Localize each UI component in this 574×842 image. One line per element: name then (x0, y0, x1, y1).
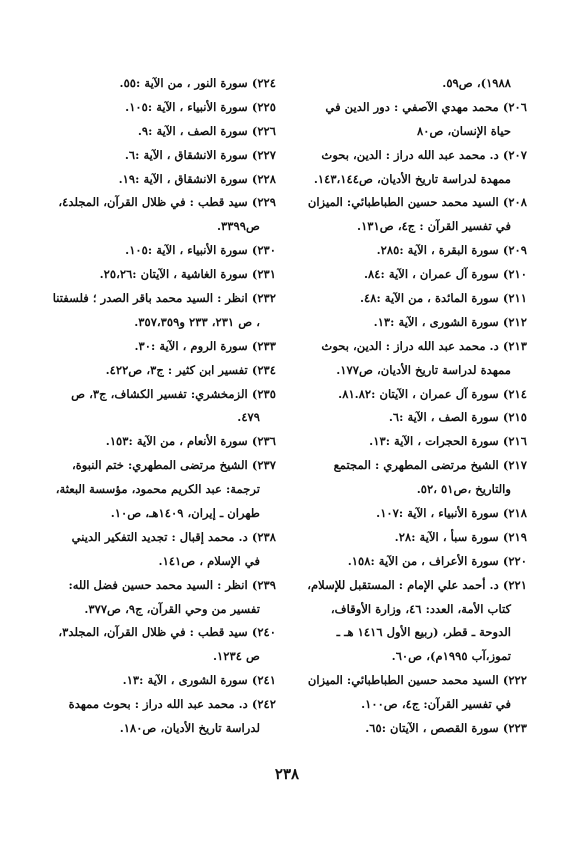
footnote-text: د. محمد عبد الله دراز : الدين، بحوث (321, 338, 499, 353)
footnote-text: في تفسير القرآن : ج٤، ص١٣١. (357, 219, 511, 234)
footnote-text: والتاريخ ،ص٥١ ،٥٢. (416, 482, 511, 497)
footnote-number: ٢٣٠) (251, 243, 276, 258)
footnote-number: ٢٢٨) (251, 171, 276, 186)
footnote-number: ٢١٢) (502, 314, 527, 329)
footnote-text: حياة الإنسان، ص٨٠ (416, 123, 511, 138)
footnote-entry (293, 526, 527, 550)
footnote-text: د. أحمد علي الإمام : المستقبل للإسلام، (307, 577, 499, 592)
footnote-continuation (62, 406, 276, 430)
footnote-text: سورة الأنبياء ، الآية :١٠٧. (376, 506, 499, 521)
footnote-entry (62, 96, 276, 120)
footnote-text: سورة الغاشية ، الآيتان :٢٥،٢٦. (99, 267, 248, 282)
footnote-text: سورة الأنعام ، من الآية :١٥٣. (105, 434, 248, 449)
footnote-entry (62, 574, 276, 598)
footnote-text: سيد قطب : في ظلال القرآن، المجلد٤، (58, 195, 248, 210)
footnote-text: السيد محمد حسين الطباطبائي: الميزان (307, 673, 499, 688)
footnote-number: ٢٣٢) (251, 291, 276, 306)
footnote-continuation (62, 215, 276, 239)
footnote-text: سورة الأنبياء ، الآية :١٠٥. (125, 99, 248, 114)
footnote-text: انظر : السيد محمد حسين فضل الله: (68, 577, 248, 592)
footnote-number: ٢٣٣) (251, 338, 276, 353)
footnotes-right-column (293, 72, 527, 741)
footnote-text: د. محمد إقبال : تجديد التفكير الديني (71, 529, 248, 544)
footnote-entry (62, 430, 276, 454)
footnote-text: الشيخ مرتضى المطهري : المجتمع (333, 458, 499, 473)
footnote-number: ٢٣٥) (251, 386, 276, 401)
footnote-number: ٢٢٦) (251, 123, 276, 138)
footnote-number: ٢٣٧) (251, 458, 276, 473)
footnote-entry (62, 120, 276, 144)
footnote-text: سورة الصف ، الآية :٩. (137, 123, 248, 138)
footnote-number: ٢٣٦) (251, 434, 276, 449)
footnote-text: سورة الأعراف ، من الآية :١٥٨. (347, 553, 499, 568)
footnote-entry (52, 287, 276, 311)
footnote-number: ٢٤٢) (251, 697, 276, 712)
footnote-continuation (293, 645, 527, 669)
footnote-entry (293, 454, 527, 478)
footnote-text: الدوحة ـ قطر، (ربيع الأول ١٤١٦ هـ ـ (336, 625, 511, 640)
footnote-text: سورة القصص ، الآيتان :٦٥. (365, 721, 499, 736)
footnote-entry (293, 430, 527, 454)
footnote-continuation (293, 168, 527, 192)
footnote-text: محمد مهدي الآصفي : دور الدين في (325, 99, 499, 114)
footnote-number: ٢٢٤) (251, 76, 276, 90)
footnote-number: ٢٢٠) (502, 553, 527, 568)
footnote-number: ٢٣١) (251, 267, 276, 282)
page-number: ٢٣٨ (274, 765, 300, 783)
footnote-entry (62, 693, 276, 717)
footnote-text: ص٣٣٩٩. (217, 219, 260, 234)
footnote-text: سورة المائدة ، من الآية :٤٨. (359, 291, 499, 306)
footnote-text: ترجمة: عبد الكريم محمود، مؤسسة البعثة، (55, 482, 260, 497)
footnote-entry (62, 359, 276, 383)
footnote-entry (62, 383, 276, 407)
footnotes-left-column (52, 72, 276, 741)
footnote-number: ٢١٧) (502, 458, 527, 473)
footnote-text: سورة الانشقاق ، الآية :٦. (124, 147, 248, 162)
footnote-continuation (293, 215, 527, 239)
footnote-entry (293, 287, 527, 311)
footnote-number: ٢٤٠) (251, 625, 276, 640)
footnote-number: ٢٤١) (251, 673, 276, 688)
footnote-text: ممهدة لدراسة تاريخ الأديان، ص١٧٧. (336, 362, 511, 377)
footnote-entry (62, 168, 276, 192)
footnote-text: سورة الأنبياء ، الآية :١٠٥. (125, 243, 248, 258)
footnote-continuation (62, 645, 276, 669)
footnote-text: ممهدة لدراسة تاريخ الأديان، ص١٤٣،١٤٤. (313, 171, 511, 186)
footnote-text: السيد محمد حسين الطباطبائي: الميزان (307, 195, 499, 210)
footnote-text: تفسير ابن كثير : ج٣، ص٤٢٢. (105, 362, 248, 377)
footnote-text: ١٩٨٨)، ص٥٩. (442, 76, 511, 90)
footnote-continuation (293, 72, 527, 96)
footnote-text: سورة الشورى ، الآية :١٣. (122, 673, 248, 688)
footnote-continuation (62, 717, 276, 741)
footnote-entry (293, 335, 527, 359)
footnote-number: ٢١٤) (502, 386, 527, 401)
footnote-entry (293, 96, 527, 120)
footnote-number: ٢٠٩) (502, 243, 527, 258)
footnote-number: ٢٢٣) (502, 721, 527, 736)
footnote-entry (62, 454, 276, 478)
footnote-entry (293, 191, 527, 215)
footnote-continuation (293, 621, 527, 645)
footnote-number: ٢١٩) (502, 529, 527, 544)
footnote-text: سورة الروم ، الآية :٣٠. (134, 338, 248, 353)
footnote-entry (62, 263, 276, 287)
footnote-continuation (62, 598, 276, 622)
footnote-number: ٢١٨) (502, 506, 527, 521)
footnote-entry (293, 717, 527, 741)
footnote-continuation (62, 502, 276, 526)
footnote-entry (293, 550, 527, 574)
footnote-entry (62, 144, 276, 168)
footnote-entry (58, 191, 276, 215)
footnote-text: في الإسلام ، ص١٤١. (158, 553, 260, 568)
footnote-text: ، ص ٢٣١، ٢٣٣ و٣٥٧،٣٥٩. (134, 314, 260, 329)
footnote-entry (293, 502, 527, 526)
footnote-entry (293, 574, 527, 598)
footnote-number: ٢٢٧) (251, 147, 276, 162)
footnote-entry (293, 669, 527, 693)
footnote-number: ٢١٠) (502, 267, 527, 282)
footnote-number: ٢٣٨) (251, 529, 276, 544)
footnote-text: انظر : السيد محمد باقر الصدر ؛ فلسفتنا (52, 291, 248, 306)
footnote-continuation (293, 693, 527, 717)
footnote-continuation (293, 478, 527, 502)
footnote-entry (62, 526, 276, 550)
footnote-number: ٢١٥) (502, 410, 527, 425)
footnote-entry (293, 144, 527, 168)
footnote-text: سيد قطب : في ظلال القرآن، المجلد٣، (58, 625, 248, 640)
footnote-text: كتاب الأمة، العدد: ٤٦، وزارة الأوقاف، (330, 601, 511, 616)
footnote-entry (62, 239, 276, 263)
footnote-number: ٢٢٢) (502, 673, 527, 688)
footnote-text: في تفسير القرآن: ج٤، ص١٠٠. (361, 697, 511, 712)
footnote-entry (293, 311, 527, 335)
footnote-text: طهران ـ إيران، ١٤٠٩هـ، ص١٠. (110, 506, 260, 521)
footnote-number: ٢١٣) (502, 338, 527, 353)
footnote-continuation (62, 550, 276, 574)
footnote-entry (293, 263, 527, 287)
footnote-entry (293, 239, 527, 263)
footnote-text: سورة آل عمران ، الآيتان :٨١.٨٢. (338, 386, 499, 401)
footnote-entry (293, 406, 527, 430)
footnote-number: ٢٠٨) (502, 195, 527, 210)
footnote-continuation (293, 598, 527, 622)
footnote-text: سورة الحجرات ، الآية :١٣. (369, 434, 499, 449)
footnote-number: ٢٠٦) (502, 99, 527, 114)
footnote-number: ٢٠٧) (502, 147, 527, 162)
footnote-text: سورة سبأ ، الآية :٢٨. (394, 529, 499, 544)
footnote-text: سورة الشورى ، الآية :١٣. (373, 314, 499, 329)
footnote-text: د. محمد عبد الله دراز : الدين، بحوث (321, 147, 499, 162)
footnote-continuation (62, 311, 276, 335)
footnote-number: ٢٣٤) (251, 362, 276, 377)
footnote-text: ص ١٢٣٤. (212, 649, 260, 664)
footnote-text: سورة البقرة ، الآية :٢٨٥. (376, 243, 499, 258)
footnote-entry (62, 335, 276, 359)
footnote-text: سورة الانشقاق ، الآية :١٩. (118, 171, 248, 186)
footnote-text: لدراسة تاريخ الأديان، ص١٨٠. (119, 721, 260, 736)
footnote-number: ٢٣٩) (251, 577, 276, 592)
footnote-text: د. محمد عبد الله دراز : بحوث ممهدة (68, 697, 248, 712)
footnote-text: الشيخ مرتضى المطهري: ختم النبوة، (71, 458, 248, 473)
footnote-text: سورة الصف ، الآية :٦. (388, 410, 499, 425)
footnote-number: ٢٢٩) (251, 195, 276, 210)
footnote-number: ٢٢١) (502, 577, 527, 592)
footnote-text: الزمخشري: تفسير الكشاف، ج٣، ص (71, 386, 248, 401)
footnote-number: ٢١١) (502, 291, 527, 306)
footnote-text: ٤٧٩. (237, 410, 260, 425)
footnote-continuation (55, 478, 276, 502)
footnote-entry (293, 383, 527, 407)
footnote-number: ٢١٦) (502, 434, 527, 449)
footnote-number: ٢٢٥) (251, 99, 276, 114)
footnote-continuation (293, 359, 527, 383)
footnote-text: سورة آل عمران ، الآية :٨٤. (363, 267, 499, 282)
footnote-entry (62, 669, 276, 693)
footnote-text: تفسير من وحي القرآن، ج٩، ص٣٧٧. (84, 601, 260, 616)
footnote-entry (62, 72, 276, 96)
footnote-text: تموز،آب ١٩٩٥م)، ص٦٠. (391, 649, 511, 664)
footnote-text: سورة النور ، من الآية :٥٥. (119, 76, 248, 90)
footnote-continuation (293, 120, 527, 144)
footnote-entry (58, 621, 276, 645)
